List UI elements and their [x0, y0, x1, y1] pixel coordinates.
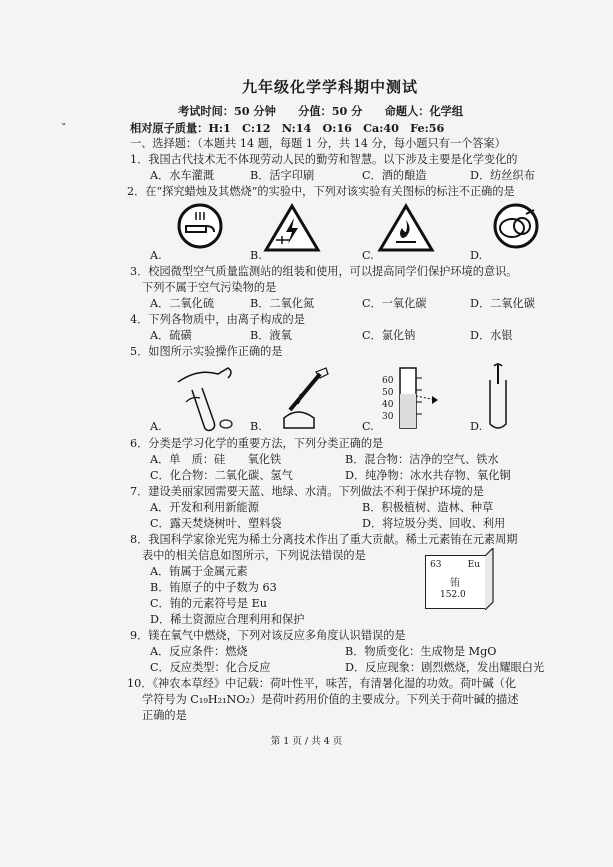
q8-stem-line1: 8．我国科学家徐光宪为稀土分离技术作出了重大贡献。稀土元素铕在元素周期 — [130, 533, 518, 546]
q3-stem-line1: 3．校园微型空气质量监测站的组装和使用，可以提高同学们保护环境的意识。 — [130, 265, 518, 278]
q3-option-b: B．二氧化氮 — [250, 297, 315, 310]
fire-hazard-icon — [376, 202, 436, 254]
element-mass: 152.0 — [440, 590, 466, 600]
element-number: 63 — [430, 560, 442, 570]
q9-option-d: D．反应现象：剧烈燃烧，发出耀眼白光 — [345, 661, 545, 674]
q6-option-a: A．单 质：硅 氧化铁 — [150, 453, 282, 466]
atomic-masses: 相对原子质量：H:1 C:12 N:14 O:16 Ca:40 Fe:56 — [130, 121, 445, 135]
q2-label-d: D. — [470, 249, 483, 262]
q9-option-c: C．反应类型：化合反应 — [150, 661, 271, 674]
q5-label-b: B. — [250, 420, 262, 433]
alcohol-lamp-heating-icon — [270, 362, 340, 434]
q6-option-d: D．纯净物：冰水共存物、氧化铜 — [345, 469, 511, 482]
q5-stem: 5．如图所示实验操作正确的是 — [130, 345, 283, 358]
q8-option-a: A．铕属于金属元素 — [150, 565, 248, 578]
q4-option-c: C．氯化钠 — [362, 329, 416, 342]
hot-surface-icon — [486, 202, 546, 250]
q8-option-b: B．铕原子的中子数为 63 — [150, 581, 277, 594]
q3-stem-line2: 下列不属于空气污染物的是 — [142, 281, 277, 294]
q6-option-c: C．化合物：二氧化碳、氢气 — [150, 469, 293, 482]
q1-option-c: C．酒的酿造 — [362, 169, 427, 182]
q5-label-a: A. — [150, 420, 162, 433]
dropper-test-tube-icon — [478, 362, 518, 432]
q7-option-c: C．露天焚烧树叶、塑料袋 — [150, 517, 282, 530]
test-tube-pouring-icon — [170, 362, 250, 434]
section-heading: 一、选择题：（本题共 14 题，每题 1 分，共 14 分，每小题只有一个答案） — [130, 137, 506, 150]
q9-stem: 9．镁在氧气中燃烧，下列对该反应多角度认识错误的是 — [130, 629, 406, 642]
scale-label-40: 40 — [382, 400, 394, 410]
q1-option-a: A．水车灌溉 — [150, 169, 215, 182]
q10-stem-line2: 学符号为 C₁₉H₂₁NO₂）是荷叶药用价值的主要成分。下列关于荷叶碱的描述 — [142, 693, 519, 706]
margin-mark: ˇ — [61, 122, 67, 135]
q2-label-c: C. — [362, 249, 374, 262]
exam-title: 九年级化学学科期中测试 — [242, 78, 419, 96]
q1-option-b: B．活字印刷 — [250, 169, 315, 182]
q2-label-a: A. — [150, 249, 162, 262]
q9-option-b: B．物质变化：生成物是 MgO — [345, 645, 497, 658]
q4-option-b: B．液氧 — [250, 329, 292, 342]
element-card — [425, 555, 487, 609]
page-footer: 第 1 页 / 共 4 页 — [270, 736, 343, 747]
q5-label-d: D. — [470, 420, 483, 433]
exam-info: 考试时间：50 分钟 分值：50 分 命题人：化学组 — [178, 104, 464, 118]
element-symbol: Eu — [467, 560, 480, 570]
q4-option-a: A．硫磺 — [150, 329, 192, 342]
q2-label-b: B. — [250, 249, 262, 262]
element-card-depth — [485, 548, 495, 610]
q1-option-d: D．纺丝织布 — [470, 169, 535, 182]
q8-stem-line2: 表中的相关信息如图所示，下列说法错误的是 — [142, 549, 366, 562]
element-name: 铕 — [450, 578, 460, 589]
q9-option-a: A．反应条件：燃烧 — [150, 645, 248, 658]
q2-stem: 2．在“探究蜡烛及其燃烧”的实验中，下列对该实验有关图标的标注不正确的是 — [127, 185, 515, 198]
electric-hazard-icon — [262, 202, 322, 254]
q3-option-d: D．二氧化碳 — [470, 297, 535, 310]
q6-option-b: B．混合物：洁净的空气、铁水 — [345, 453, 499, 466]
q5-label-c: C. — [362, 420, 374, 433]
q8-option-d: D．稀土资源应合理利用和保护 — [150, 613, 305, 626]
wash-hands-icon — [170, 202, 230, 250]
q4-stem: 4．下列各物质中，由离子构成的是 — [130, 313, 305, 326]
q3-option-c: C．一氧化碳 — [362, 297, 427, 310]
q3-option-a: A．二氧化硫 — [150, 297, 215, 310]
q7-stem: 7．建设美丽家园需要天蓝、地绿、水清。下列做法不利于保护环境的是 — [130, 485, 484, 498]
q7-option-b: B．积极植树、造林、种草 — [362, 501, 494, 514]
scale-label-50: 50 — [382, 388, 394, 398]
q7-option-d: D．将垃圾分类、回收、利用 — [362, 517, 506, 530]
q4-option-d: D．水银 — [470, 329, 513, 342]
q10-stem-line3: 正确的是 — [142, 709, 187, 722]
q6-stem: 6．分类是学习化学的重要方法，下列分类正确的是 — [130, 437, 384, 450]
scale-label-30: 30 — [382, 412, 394, 422]
q8-option-c: C．铕的元素符号是 Eu — [150, 597, 267, 610]
q7-option-a: A．开发和利用新能源 — [150, 501, 259, 514]
q10-stem-line1: 10．《神农本草经》中记载：荷叶性平，味苦，有清暑化湿的功效。荷叶碱（化 — [127, 677, 517, 690]
scale-label-60: 60 — [382, 376, 394, 386]
q1-stem: 1．我国古代技术无不体现劳动人民的勤劳和智慧。以下涉及主要是化学变化的 — [130, 153, 518, 166]
